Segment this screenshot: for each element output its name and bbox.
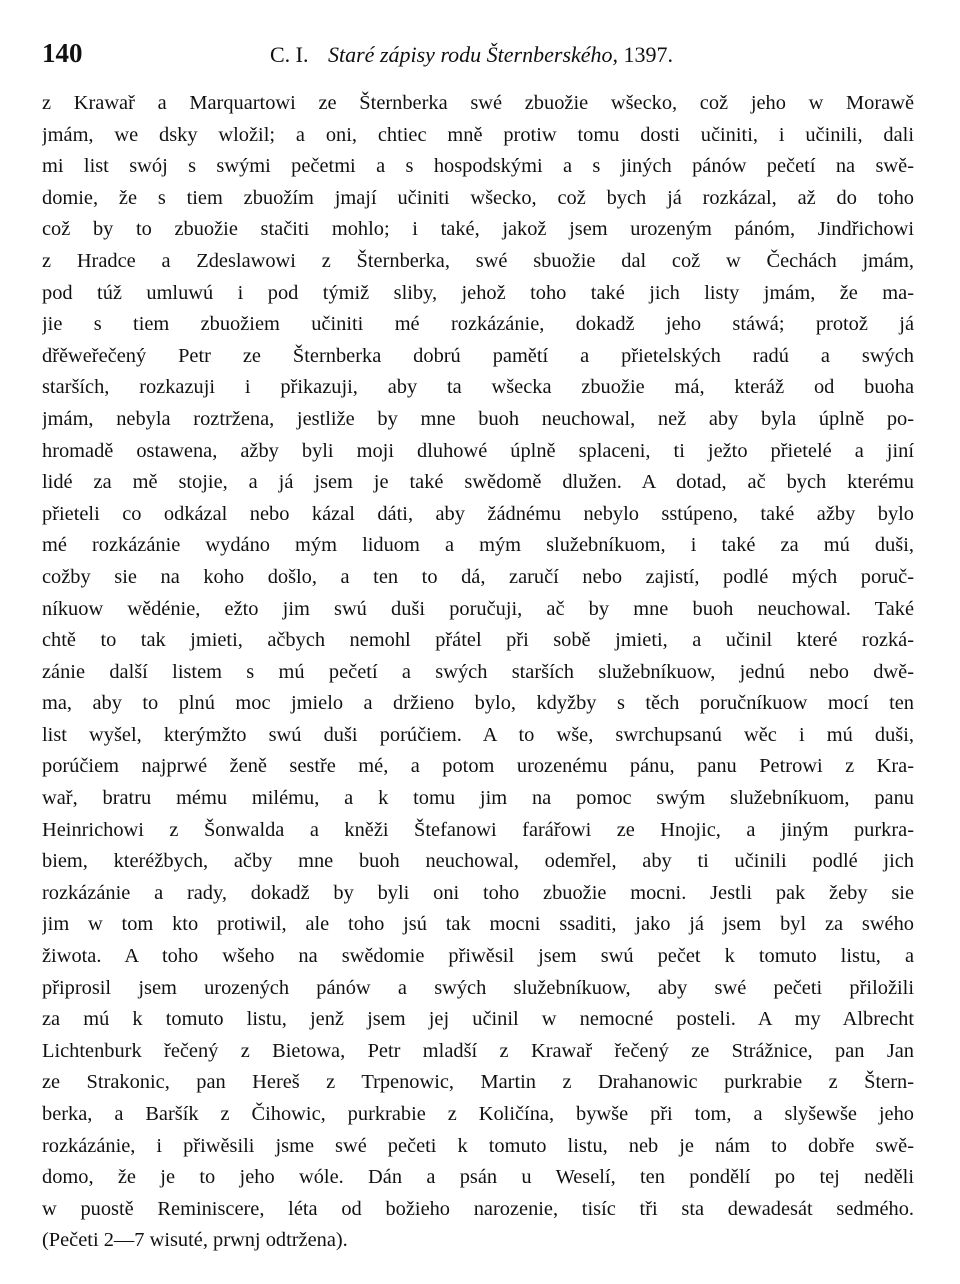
text-line: (Pečeti 2—7 wisuté, prwnj odtržena). <box>42 1229 348 1252</box>
text-line: lidé za mě stojie, a já jsem je také swědomě dlužen. A dotad, ač bych kterému <box>42 471 914 494</box>
text-line: domo, že je to jeho wóle. Dán a psán u Weselí, ten pondělí po tej neděli <box>42 1166 914 1189</box>
text-line: jmám, we dsky wložil; a oni, chtiec mně protiw tomu dosti učiniti, i učinili, dali <box>42 123 914 146</box>
text-line: jmám, nebyla roztržena, jestliže by mne buoh neuchowal, než aby byla úplně po- <box>42 407 914 430</box>
text-line: biem, kteréžbych, ačby mne buoh neuchowal, odemřel, aby ti učinili podlé jich <box>42 850 914 873</box>
running-head <box>270 42 673 68</box>
text-line: za mú k tomuto listu, jenž jsem jej učinil w nemocné posteli. A my Albrecht <box>42 1008 914 1031</box>
text-line: přieteli co odkázal nebo kázal dáti, aby žádnému nebylo sstúpeno, také ažby bylo <box>42 502 914 525</box>
text-line: Heinrichowi z Šonwalda a kněži Štefanowi farářowi ze Hnojic, a jiným purkra- <box>42 818 914 841</box>
running-title: Staré zápisy rodu Šternberského, <box>328 42 619 67</box>
body-text <box>42 88 914 1257</box>
text-line: ma, aby to plnú moc jmielo a držieno bylo, kdyžby s těch poručníkuow mocí ten <box>42 692 914 715</box>
text-line: níkuow wědénie, ežto jim swú duši poručuji, ač by mne buoh neuchowal. Také <box>42 597 914 620</box>
text-line: chtě to tak jmieti, ačbych nemohl přátel při sobě jmieti, a učinil které rozká- <box>42 629 914 652</box>
text-line: berka, a Baršík z Čihowic, purkrabie z Količína, bywše při tom, a slyšewše jeho <box>42 1103 914 1125</box>
text-line: dřěweřečený Petr ze Šternberka dobrú pamětí a přietelských radú a swých <box>42 344 914 367</box>
text-line: což by to zbuožie stačiti mohlo; i také, jakož jsem urozeným pánóm, Jindřichowi <box>42 218 914 241</box>
text-line: Lichtenburk řečený z Bietowa, Petr mladší z Krawař řečený ze Strážnice, pan Jan <box>42 1039 914 1062</box>
text-line: mé rozkázánie wydáno mým liduom a mým služebníkuom, i také za mú duši, <box>42 534 914 557</box>
part-label: C. I. <box>270 42 309 67</box>
text-line: mi list swój s swými pečetmi a s hospodskými a s jiných pánów pečetí na swě- <box>42 155 914 178</box>
text-line: připrosil jsem urozených pánów a swých služebníkuow, aby swé pečeti přiložili <box>42 976 914 999</box>
running-header <box>42 38 914 78</box>
text-line: starších, rozkazuji i přikazuji, aby ta wšecka zbuožie má, kteráž od buoha <box>42 376 914 399</box>
text-line: jie s tiem zbuožiem učiniti mé rozkázánie, dokadž jeho stáwá; protož já <box>42 313 914 336</box>
text-line: list wyšel, kterýmžto swú duši porúčiem. A to wše, swrchupsanú wěc i mú duši, <box>42 723 914 746</box>
text-line: zánie další listem s mú pečetí a swých starších služebníkuow, jednú nebo dwě- <box>42 660 914 683</box>
text-line: žiwota. A toho wšeho na swědomie přiwěsil jsem swú pečet k tomuto listu, a <box>42 945 914 968</box>
text-line: rozkázánie, i přiwěsili jsme swé pečeti k tomuto listu, neb je nám to dobře swě- <box>42 1134 914 1157</box>
text-line: wař, bratru mému milému, a k tomu jim na pomoc swým služebníkuom, panu <box>42 787 914 810</box>
text-line: jim w tom kto protiwil, ale toho jsú tak mocni ssaditi, jako já jsem byl za swého <box>42 913 914 936</box>
text-line: hromadě ostawena, ažby byli moji dluhowé úplně splaceni, ti ježto přietelé a jiní <box>42 439 914 462</box>
text-line: z Hradce a Zdeslawowi z Šternberka, swé sbuožie dal což w Čechách jmám, <box>42 249 914 272</box>
text-line: ze Strakonic, pan Hereš z Trpenowic, Martin z Drahanowic purkrabie z Štern- <box>42 1071 914 1094</box>
text-line: rozkázánie a rady, dokadž by byli oni toho zbuožie mocni. Jestli pak žeby sie <box>42 881 914 904</box>
text-line: z Krawař a Marquartowi ze Šternberka swé zbuožie wšecko, což jeho w Morawě <box>42 92 914 114</box>
text-line: cožby sie na koho došlo, a ten to dá, zaručí nebo zajistí, podlé mých poruč- <box>42 565 914 588</box>
text-line: pod túž umluwú i pod týmiž sliby, jehož toho také jich listy jmám, že ma- <box>42 281 914 304</box>
page <box>42 38 914 1257</box>
running-year: 1397. <box>623 42 674 67</box>
page-number: 140 <box>42 38 83 68</box>
text-line: porúčiem najprwé ženě sestře mé, a potom urozenému pánu, panu Petrowi z Kra- <box>42 755 914 778</box>
text-line: domie, že s tiem zbuožím jmají učiniti wšecko, což bych já rozkázal, až do toho <box>42 186 914 209</box>
text-line: w puostě Reminiscere, léta od božieho narozenie, tisíc tři sta dewadesát sedmého. <box>42 1197 914 1220</box>
